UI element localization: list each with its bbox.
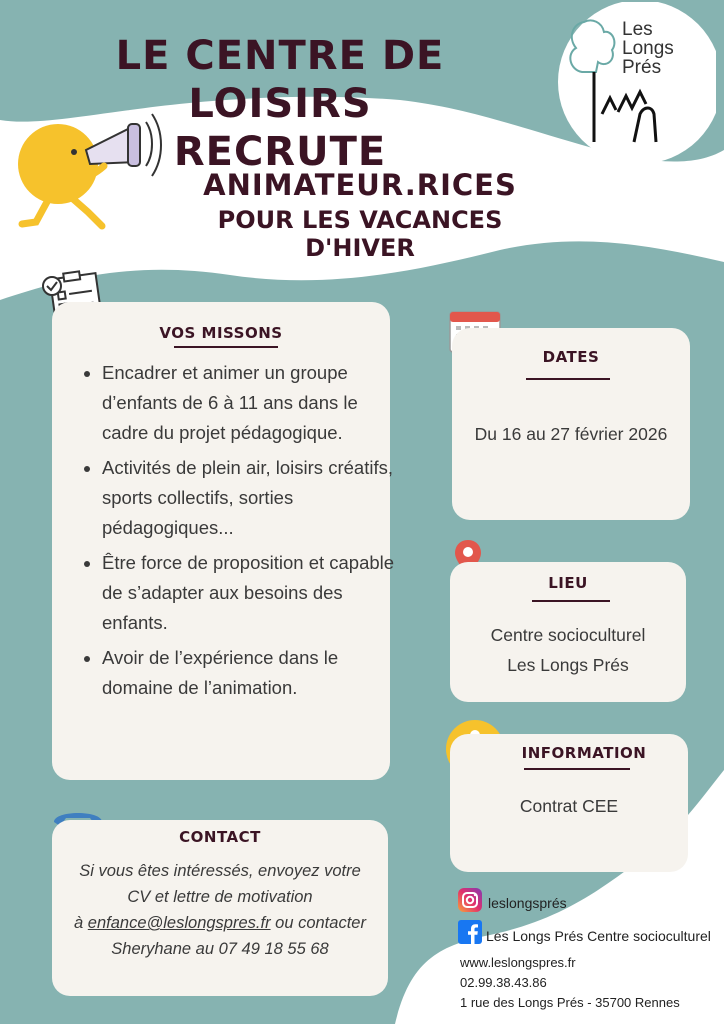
contact-line-3 [58,910,382,936]
instagram-icon[interactable] [458,888,482,912]
title-line-1: LE CENTRE DE LOISIRS [115,33,445,127]
contact-line-3-suffix: ou contacter [270,914,366,932]
job-subtitle: POUR LES VACANCES D'HIVER [217,206,503,262]
information-value: Contrat CEE [519,796,619,816]
location-title-underline [532,600,610,602]
location-value [450,620,686,680]
address: 1 rue des Longs Prés - 35700 Rennes [460,995,680,1010]
contact-line-4: Sheryhane au 07 49 18 55 68 [111,940,329,958]
mission-item: • Être force de proposition et capable de s’adapter aux besoins des enfants. [102,548,402,638]
website[interactable]: www.leslongspres.fr [460,955,576,970]
logo-wordmark [622,20,712,77]
location-line-1: Centre socioculturel [490,625,646,645]
contact-line-1: Si vous êtes intéressés, envoyez votre [79,862,361,880]
contact-title: CONTACT [179,828,261,846]
title-line-2: RECRUTE [173,129,387,175]
facebook-page[interactable]: Les Longs Prés Centre socioculturel [486,928,711,944]
dates-title: DATES [542,348,600,366]
dates-title-underline [526,378,610,380]
mission-item: • Activités de plein air, loisirs créatifs, sports collectifs, sorties pédagogiques... [102,453,402,543]
missions-title: VOS MISSONS [159,324,283,342]
email-link[interactable]: enfance@leslongspres.fr [87,914,271,932]
information-title-underline [524,768,630,770]
instagram-handle[interactable]: leslongsprés [488,895,567,911]
contact-line-2: CV et lettre de motivation [127,888,313,906]
location-title: LIEU [548,574,588,592]
logo-line-3: Prés [622,57,662,78]
missions-title-underline [174,346,278,348]
logo-line-2: Longs [622,38,674,59]
job-title: ANIMATEUR.RICES [203,168,517,202]
information-card [450,734,688,872]
contact-card [52,820,388,996]
information-title: INFORMATION [521,744,647,762]
missions-card [52,302,395,780]
location-card [450,562,686,702]
dates-card [452,328,690,520]
contact-line-3-prefix: à [74,914,88,932]
contact-text [58,858,382,962]
logo-line-1: Les [622,19,653,40]
mission-item: • Avoir de l’expérience dans le domaine de l’animation. [102,643,402,703]
facebook-icon[interactable] [458,920,482,944]
mission-item: • Encadrer et animer un groupe d’enfants de 6 à 11 ans dans le cadre du projet pédagogique. [102,358,402,448]
megaphone-mascot-icon [8,100,168,235]
phone-number: 02.99.38.43.86 [460,975,547,990]
missions-list [74,358,402,708]
location-line-2: Les Longs Prés [507,655,629,675]
dates-value: Du 16 au 27 février 2026 [474,424,668,444]
